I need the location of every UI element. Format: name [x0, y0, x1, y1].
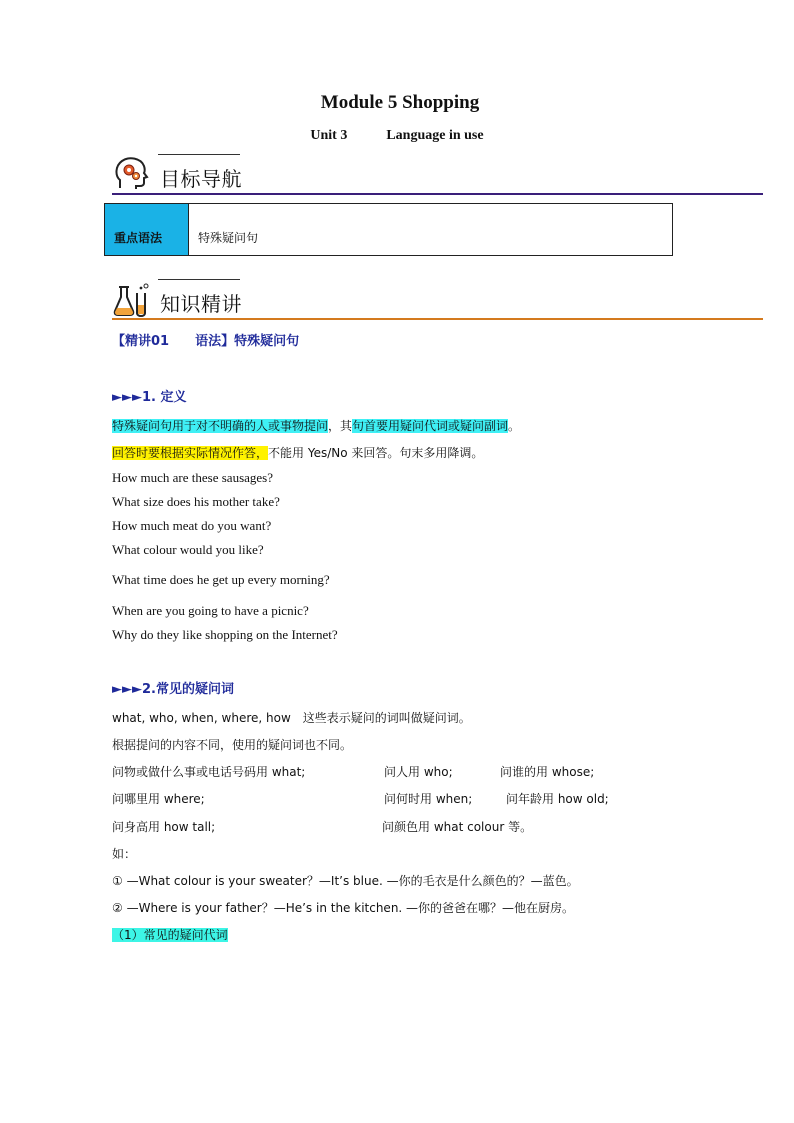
question-word-cell: 问年龄用 how old;: [506, 792, 609, 806]
question-word-cell: 问谁的用 whose;: [500, 765, 595, 779]
highlight-text: 回答时要根据实际情况作答，: [112, 446, 269, 460]
doc-subtitle: [0, 128, 794, 144]
subtitle-topic: Language in use: [386, 128, 484, 143]
example-dialogue-2: ② —Where is your father？—He’s in the kitchen. —你的爸爸在哪？—他在厨房。: [112, 901, 575, 915]
section-knowledge-title: 知识精讲: [160, 292, 242, 316]
question-word-cell: 问人用 who;: [384, 765, 453, 779]
example-label: 如：: [112, 847, 137, 861]
plain-text: ，其: [328, 419, 353, 433]
head-gears-icon: [112, 156, 152, 192]
part2-intro-2: 根据提问的内容不同，使用的疑问词也不同。: [112, 738, 353, 752]
doc-title: Module 5 Shopping: [320, 92, 480, 113]
part1-heading: ►►►1. 定义: [112, 390, 187, 405]
part2-intro-1: what, who, when, where, how 这些表示疑问的词叫做疑问词。: [112, 711, 471, 725]
subheading-interrogative-pronouns: [112, 926, 228, 943]
question-word-row: [112, 763, 764, 783]
plain-text: 。: [508, 419, 521, 433]
example-sentence: How much meat do you want?: [112, 518, 272, 533]
question-word-cell: 问哪里用 where;: [112, 792, 205, 806]
section-knowledge-header: [112, 279, 764, 321]
question-word-cell: 问身高用 how tall;: [112, 820, 216, 834]
table-row: [105, 204, 673, 256]
question-word-row: [112, 790, 764, 810]
question-word-cell: 问颜色用 what colour 等。: [382, 820, 533, 834]
highlight-text: 句首要用疑问代词或疑问副词: [352, 419, 509, 433]
plain-text: 不能用 Yes/No 来回答。句末多用降调。: [268, 446, 484, 460]
purple-rule: [112, 193, 763, 195]
section-goal-title: 目标导航: [160, 167, 242, 191]
goal-key-cell: 重点语法: [105, 204, 189, 256]
section-goal-header: [112, 154, 764, 196]
example-sentence: How much are these sausages?: [112, 470, 273, 485]
example-sentence: Why do they like shopping on the Internet?: [112, 627, 338, 642]
definition-line-1: [112, 417, 520, 434]
goal-value-cell: 特殊疑问句: [189, 204, 673, 256]
example-dialogue-1: ① —What colour is your sweater？—It’s blue. —你的毛衣是什么颜色的？—蓝色。: [112, 874, 579, 888]
example-sentence: What time does he get up every morning?: [112, 572, 330, 587]
orange-rule: [112, 318, 763, 320]
lab-flask-icon: [112, 281, 152, 317]
highlight-text: 特殊疑问句用于对不明确的人或事物提问: [112, 419, 329, 433]
subtitle-unit: Unit 3: [310, 128, 348, 143]
example-sentence: What colour would you like?: [112, 542, 264, 557]
definition-line-2: [112, 444, 483, 461]
question-word-cell: 问何时用 when;: [384, 792, 473, 806]
goal-table: [104, 203, 673, 256]
lesson-heading: 【精讲01 语法】特殊疑问句: [112, 334, 300, 349]
example-sentence: When are you going to have a picnic?: [112, 603, 309, 618]
question-word-row: [112, 818, 764, 838]
part2-heading: ►►►2.常见的疑问词: [112, 682, 234, 697]
question-word-cell: 问物或做什么事或电话号码用 what;: [112, 765, 306, 779]
example-sentence: What size does his mother take?: [112, 494, 280, 509]
highlight-text: （1）常见的疑问代词: [112, 928, 228, 942]
